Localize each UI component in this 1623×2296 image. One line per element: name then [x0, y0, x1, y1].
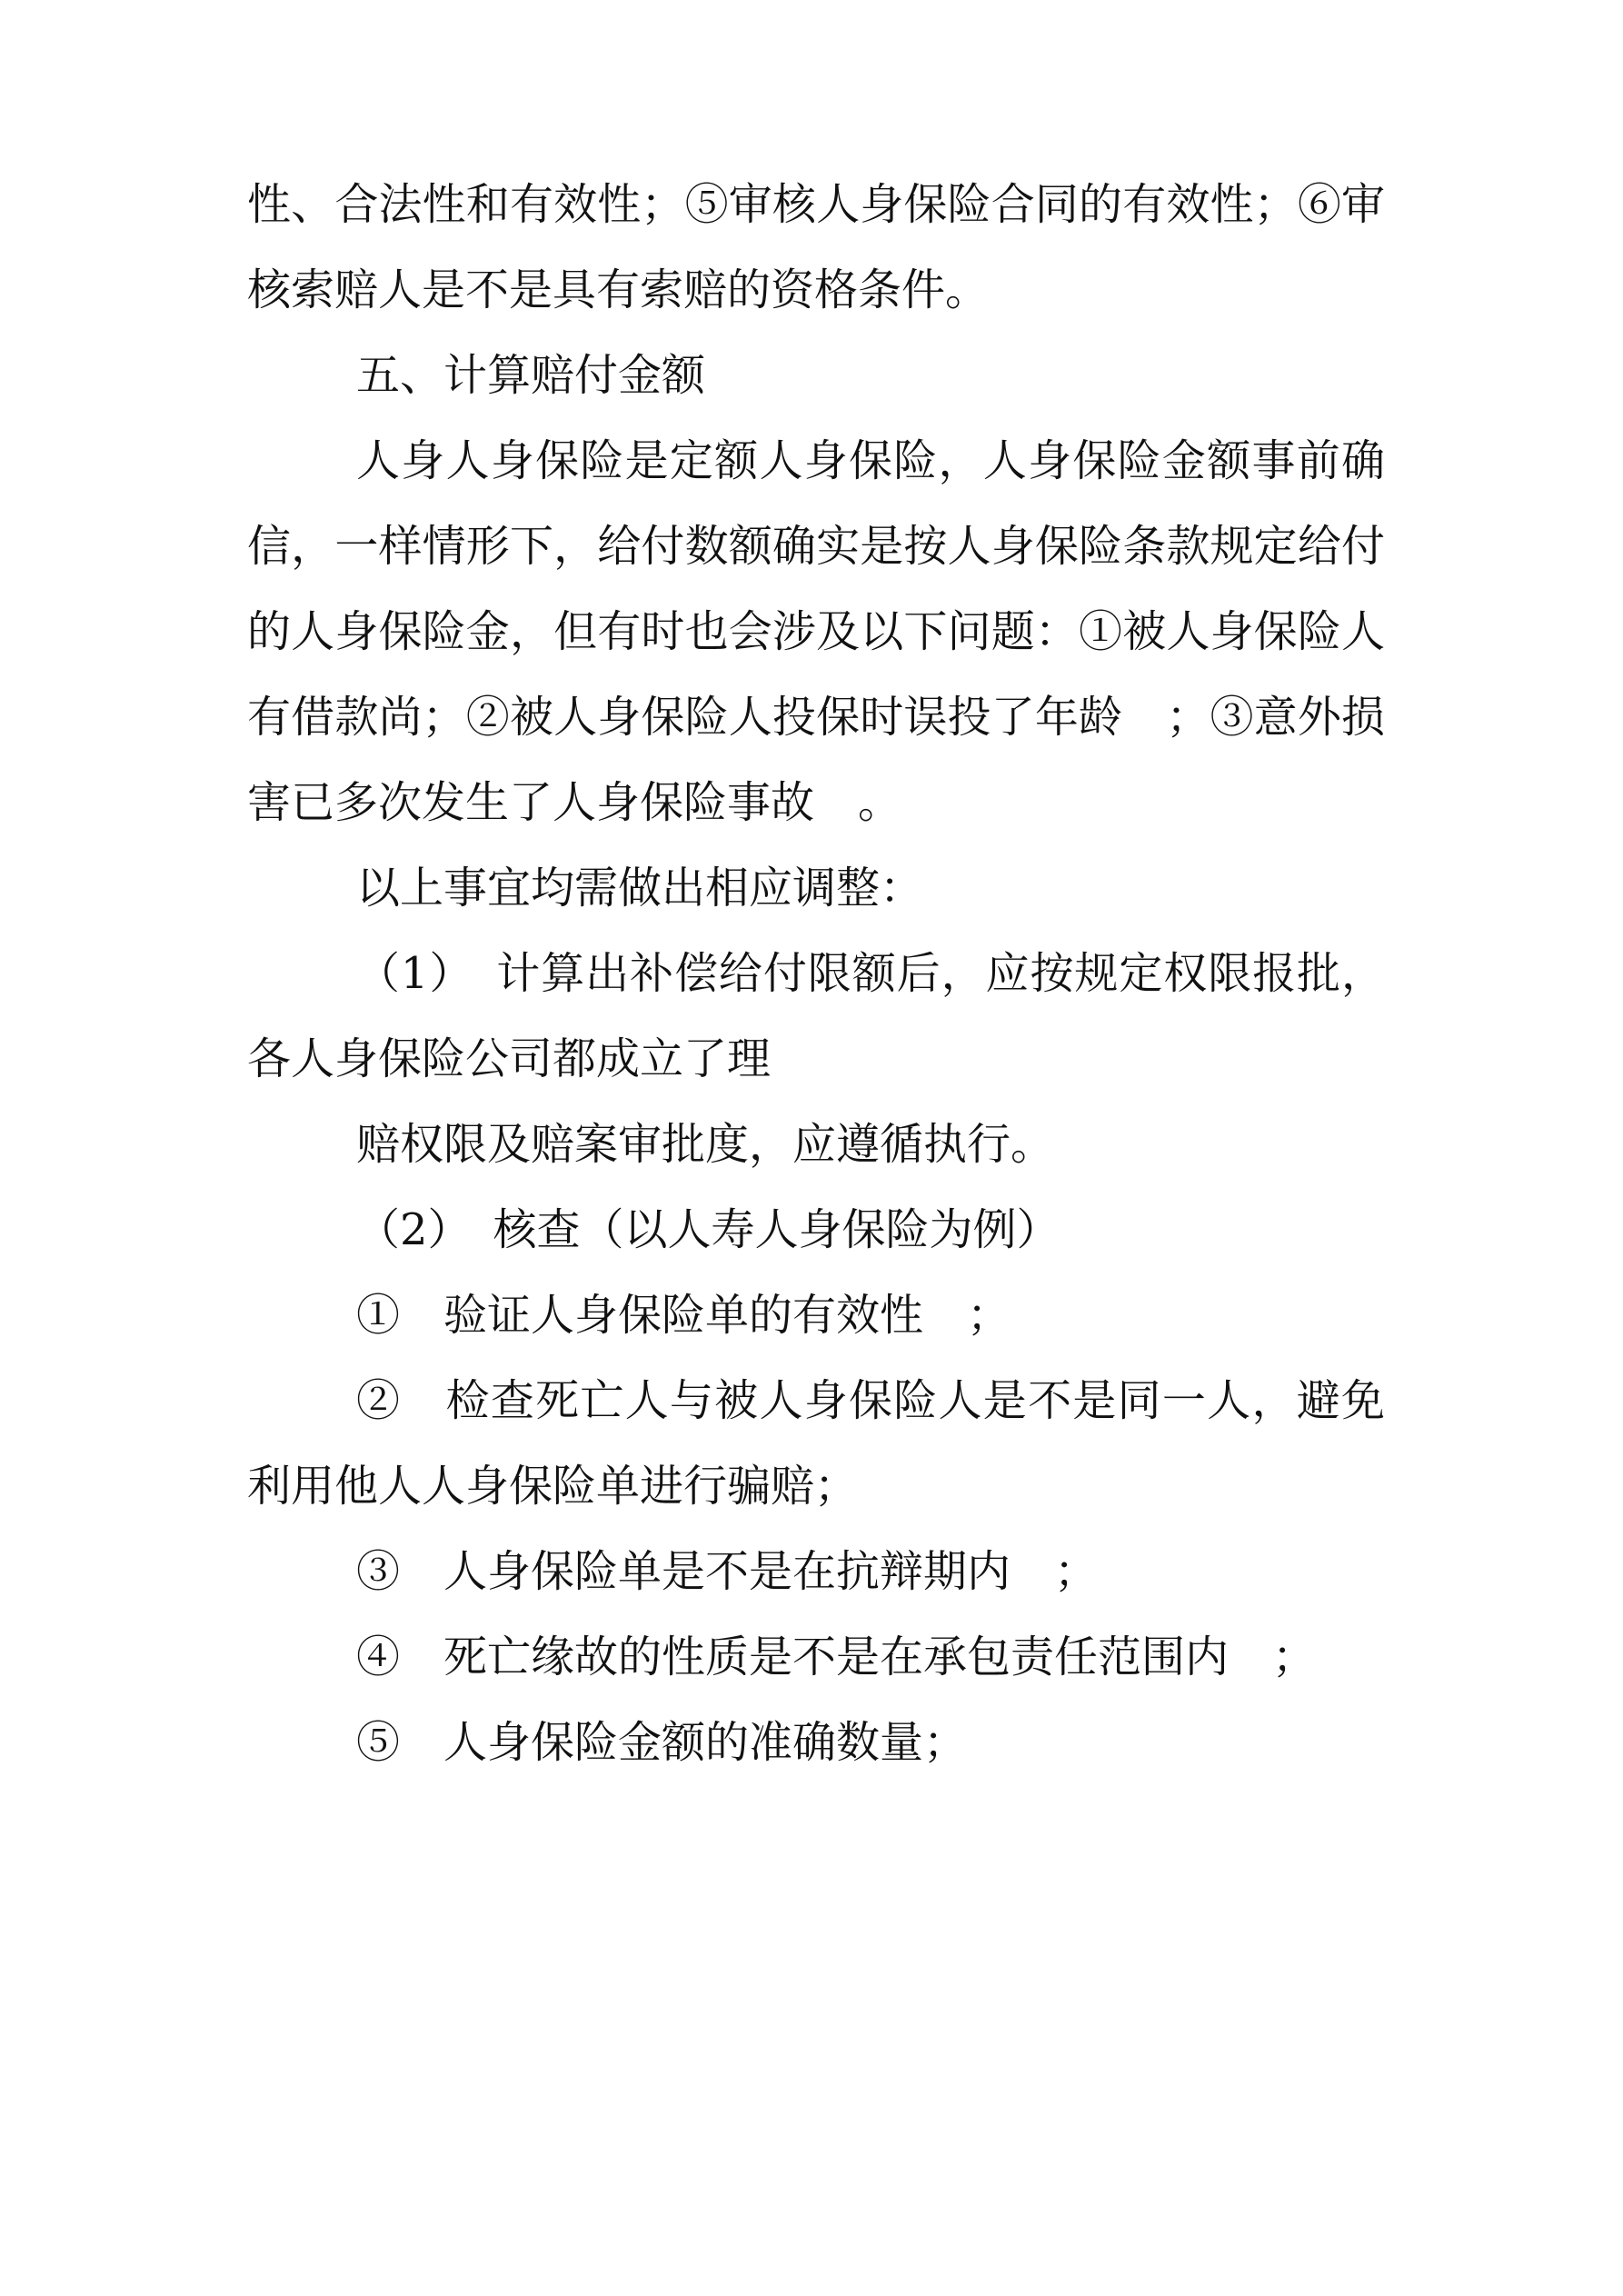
paragraph-item-1: （1） 计算出补偿给付限额后，应按规定权限报批，各人身保险公司都成立了理 — [247, 948, 1385, 1084]
paragraph-approval-rules: 赔权限及赔案审批度，应遵循执行。 — [356, 1119, 1055, 1170]
paragraph-review-continuation: 性、合法性和有效性；⑤审核人身保险合同的有效性；⑥审核索赔人是不是具有索赔的资格条件。 — [247, 179, 1385, 315]
section-heading-calculate-payout: 五、计算赔付金额 — [356, 350, 706, 401]
document-body — [247, 162, 1385, 1785]
list-item-check-identity: ② 检查死亡人与被人身保险人是不是同一人，避免利用他人人身保险单进行骗赔； — [247, 1375, 1385, 1512]
list-item-cause-of-death: ④ 死亡缘故的性质是不是在承包责任范围内 ； — [356, 1632, 1317, 1682]
list-item-contestability-period: ③ 人身保险单是不是在抗辩期内 ； — [356, 1546, 1099, 1597]
list-item-verify-policy: ① 验证人身保险单的有效性 ； — [356, 1290, 1011, 1341]
list-item-insured-amount: ⑤ 人身保险金额的准确数量； — [356, 1717, 968, 1768]
paragraph-fixed-amount-insurance: 人身人身保险是定额人身保险，人身保险金额事前确信，一样情形下，给付数额确实是按人身保险条款规定给付的人身保险金，但有时也会涉及以下问题：①被人身保险人有借款尚；②被人身保险人投保时误投了年龄 ；③意外损害已多次发生了人身保险事故 。 — [247, 435, 1385, 828]
paragraph-item-2-heading: （2） 核查（以人寿人身保险为例） — [356, 1204, 1060, 1255]
paragraph-adjustment-note: 以上事宜均需做出相应调整： — [356, 863, 924, 913]
